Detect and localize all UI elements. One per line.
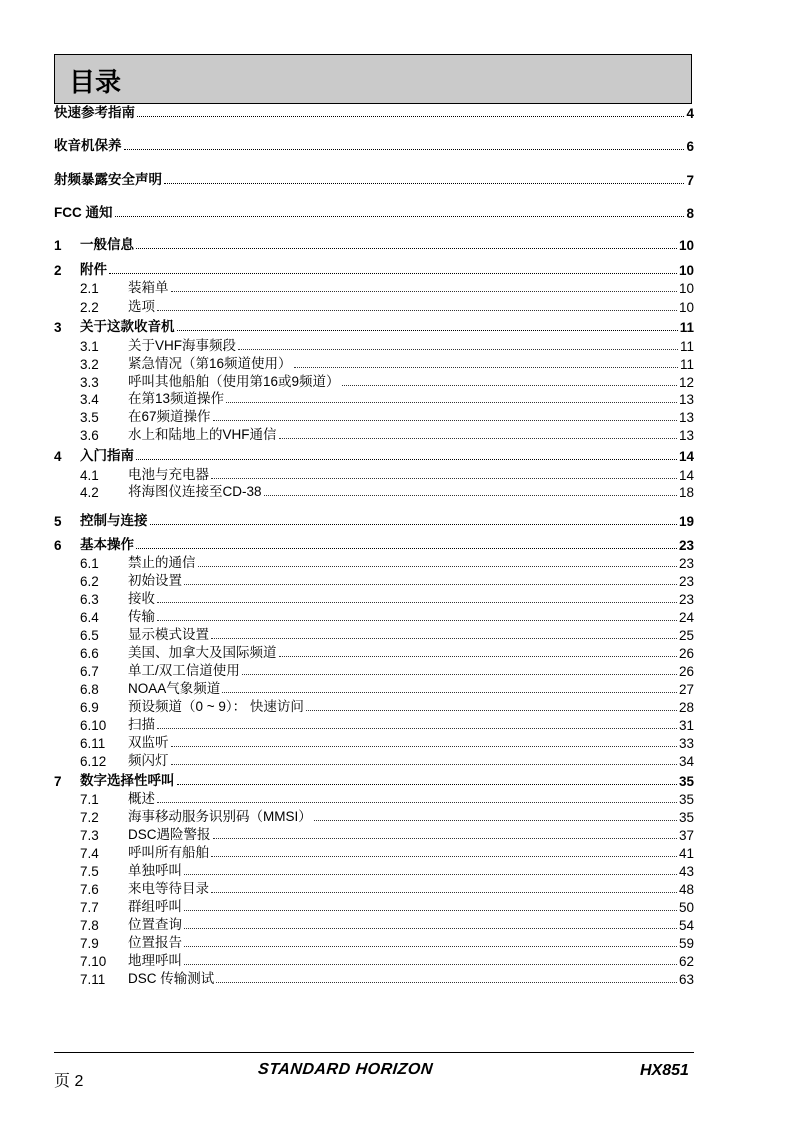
toc-entry[interactable] bbox=[80, 425, 694, 443]
toc-entry-page: 26 bbox=[678, 646, 694, 661]
toc-entry-label: DSC 传输测试 bbox=[128, 971, 215, 986]
toc-dot-leader bbox=[171, 763, 677, 765]
toc-entry-number: 7.7 bbox=[80, 900, 99, 915]
toc-entry-page: 19 bbox=[678, 514, 694, 529]
toc-entry-page: 23 bbox=[678, 592, 694, 607]
toc-entry-number: 6.10 bbox=[80, 718, 107, 733]
toc-entry-page: 12 bbox=[678, 375, 694, 390]
toc-entry[interactable] bbox=[80, 297, 694, 315]
toc-entry-page: 33 bbox=[678, 736, 694, 751]
toc-dot-leader bbox=[136, 458, 677, 460]
toc-entry[interactable] bbox=[80, 571, 694, 589]
toc-entry-page: 11 bbox=[679, 320, 694, 335]
toc-dot-leader bbox=[109, 272, 677, 274]
toc-entry-page: 35 bbox=[678, 774, 694, 789]
toc-entry-label: 控制与连接 bbox=[80, 513, 148, 528]
toc-dot-leader bbox=[211, 637, 677, 639]
toc-entry-number: 3.6 bbox=[80, 428, 99, 443]
toc-entry-page: 28 bbox=[678, 700, 694, 715]
toc-entry-page: 26 bbox=[678, 664, 694, 679]
toc-entry-label: 地理呼叫 bbox=[128, 953, 182, 968]
toc-entry-number: 6.4 bbox=[80, 610, 99, 625]
toc-entry-number: 6.5 bbox=[80, 628, 99, 643]
toc-dot-leader bbox=[171, 745, 677, 747]
toc-dot-leader bbox=[184, 583, 677, 585]
toc-dot-leader bbox=[184, 963, 677, 965]
toc-entry-label: 预设频道（0 ~ 9）： 快速访问 bbox=[128, 699, 304, 714]
toc-dot-leader bbox=[157, 801, 677, 803]
toc-entry-number: 7.6 bbox=[80, 882, 99, 897]
toc-entry-label: 呼叫所有船舶 bbox=[128, 845, 209, 860]
toc-entry[interactable] bbox=[54, 103, 694, 121]
toc-entry-label: 基本操作 bbox=[80, 537, 134, 552]
toc-entry-number: 6.8 bbox=[80, 682, 99, 697]
toc-dot-leader bbox=[124, 148, 685, 150]
toc-entry-page: 8 bbox=[686, 206, 694, 221]
toc-dot-leader bbox=[306, 709, 677, 711]
toc-entry-label: 扫描 bbox=[128, 717, 155, 732]
toc-entry-page: 14 bbox=[678, 449, 694, 464]
toc-entry-number: 2.2 bbox=[80, 300, 99, 315]
toc-entry-label: 单独呼叫 bbox=[128, 863, 182, 878]
toc-entry-page: 11 bbox=[679, 339, 694, 354]
toc-entry-label: 水上和陆地上的VHF通信 bbox=[128, 427, 277, 442]
page-title: 目录 bbox=[69, 68, 122, 98]
toc-entry-page: 7 bbox=[686, 173, 694, 188]
toc-dot-leader bbox=[198, 565, 677, 567]
toc-entry-number: 6.9 bbox=[80, 700, 99, 715]
toc-entry-number: 7.5 bbox=[80, 864, 99, 879]
toc-entry-number: 1 bbox=[54, 238, 62, 253]
toc-entry-page: 27 bbox=[678, 682, 694, 697]
toc-entry-label: FCC 通知 bbox=[54, 205, 113, 220]
toc-dot-leader bbox=[157, 619, 677, 621]
footer-divider bbox=[54, 1052, 694, 1053]
toc-entry-page: 23 bbox=[678, 538, 694, 553]
toc-entry-page: 10 bbox=[678, 238, 694, 253]
toc-entry-label: 一般信息 bbox=[80, 237, 134, 252]
toc-dot-leader bbox=[177, 783, 677, 785]
toc-dot-leader bbox=[238, 348, 678, 350]
toc-entry-number: 3 bbox=[54, 320, 62, 335]
toc-entry-label: 海事移动服务识别码（MMSI） bbox=[128, 809, 312, 824]
toc-entry-number: 3.2 bbox=[80, 357, 99, 372]
toc-entry-page: 48 bbox=[678, 882, 694, 897]
toc-entry-page: 23 bbox=[678, 556, 694, 571]
toc-entry[interactable] bbox=[80, 715, 694, 733]
toc-entry-page: 54 bbox=[678, 918, 694, 933]
toc-entry[interactable] bbox=[80, 733, 694, 751]
toc-dot-leader bbox=[314, 819, 677, 821]
toc-entry-page: 18 bbox=[678, 485, 694, 500]
toc-entry[interactable] bbox=[80, 697, 694, 715]
toc-entry-number: 3.3 bbox=[80, 375, 99, 390]
toc-entry-number: 2 bbox=[54, 263, 62, 278]
toc-entry-page: 13 bbox=[678, 428, 694, 443]
toc-entry-label: 来电等待目录 bbox=[128, 881, 209, 896]
toc-entry[interactable] bbox=[54, 170, 694, 188]
toc-entry[interactable] bbox=[54, 235, 694, 253]
toc-entry-number: 6.6 bbox=[80, 646, 99, 661]
toc-dot-leader bbox=[184, 945, 677, 947]
toc-entry-page: 35 bbox=[678, 792, 694, 807]
toc-dot-leader bbox=[226, 401, 677, 403]
toc-entry-page: 4 bbox=[686, 106, 694, 121]
toc-entry-number: 7 bbox=[54, 774, 62, 789]
toc-entry-number: 2.1 bbox=[80, 281, 99, 296]
toc-entry-number: 6.2 bbox=[80, 574, 99, 589]
toc-entry-label: 初始设置 bbox=[128, 573, 182, 588]
toc-entry-label: 显示模式设置 bbox=[128, 627, 209, 642]
toc-entry-page: 25 bbox=[678, 628, 694, 643]
toc-dot-leader bbox=[136, 247, 677, 249]
toc-entry-label: 概述 bbox=[128, 791, 155, 806]
toc-entry-page: 14 bbox=[678, 468, 694, 483]
toc-entry-label: 关于VHF海事频段 bbox=[128, 338, 236, 353]
toc-dot-leader bbox=[150, 523, 677, 525]
title-banner bbox=[54, 54, 692, 104]
toc-entry-number: 4.2 bbox=[80, 485, 99, 500]
toc-entry-label: 入门指南 bbox=[80, 448, 134, 463]
toc-dot-leader bbox=[242, 673, 677, 675]
toc-dot-leader bbox=[213, 419, 677, 421]
toc-dot-leader bbox=[211, 855, 677, 857]
toc-entry-number: 4 bbox=[54, 449, 62, 464]
toc-dot-leader bbox=[184, 927, 677, 929]
toc-entry[interactable] bbox=[54, 511, 694, 529]
toc-entry-label: 群组呼叫 bbox=[128, 899, 182, 914]
toc-entry[interactable] bbox=[80, 751, 694, 769]
toc-dot-leader bbox=[211, 477, 677, 479]
toc-dot-leader bbox=[157, 727, 677, 729]
toc-entry-label: 禁止的通信 bbox=[128, 555, 196, 570]
toc-entry-page: 59 bbox=[678, 936, 694, 951]
toc-entry-number: 6.12 bbox=[80, 754, 107, 769]
toc-entry-label: 传输 bbox=[128, 609, 155, 624]
toc-dot-leader bbox=[157, 309, 677, 311]
toc-entry-number: 6 bbox=[54, 538, 62, 553]
toc-entry[interactable] bbox=[54, 203, 694, 221]
toc-entry-number: 7.4 bbox=[80, 846, 99, 861]
toc-entry-number: 3.4 bbox=[80, 392, 99, 407]
toc-entry[interactable] bbox=[54, 317, 694, 335]
toc-entry-label: 射频暴露安全声明 bbox=[54, 172, 162, 187]
toc-entry-number: 6.3 bbox=[80, 592, 99, 607]
toc-dot-leader bbox=[115, 215, 685, 217]
toc-dot-leader bbox=[164, 182, 684, 184]
toc-entry[interactable] bbox=[54, 446, 694, 464]
toc-dot-leader bbox=[157, 601, 677, 603]
toc-entry-page: 23 bbox=[678, 574, 694, 589]
toc-entry-page: 24 bbox=[678, 610, 694, 625]
toc-entry-label: 关于这款收音机 bbox=[80, 319, 175, 334]
toc-entry-label: DSC遇险警报 bbox=[128, 827, 211, 842]
toc-entry-page: 6 bbox=[686, 139, 694, 154]
toc-entry-number: 3.1 bbox=[80, 339, 99, 354]
toc-dot-leader bbox=[264, 494, 677, 496]
toc-entry-label: 在第13频道操作 bbox=[128, 391, 225, 406]
toc-entry-number: 7.1 bbox=[80, 792, 99, 807]
toc-dot-leader bbox=[222, 691, 677, 693]
toc-entry-page: 62 bbox=[678, 954, 694, 969]
toc-entry-label: 附件 bbox=[80, 262, 107, 277]
toc-entry-label: 收音机保养 bbox=[54, 138, 122, 153]
toc-entry-label: 呼叫其他船舶（使用第16或9频道） bbox=[128, 374, 340, 389]
toc-dot-leader bbox=[342, 384, 677, 386]
toc-entry-page: 63 bbox=[678, 972, 694, 987]
toc-dot-leader bbox=[213, 837, 677, 839]
toc-entry-label: 在67频道操作 bbox=[128, 409, 211, 424]
toc-entry-label: 将海图仪连接至CD-38 bbox=[128, 484, 262, 499]
toc-entry-number: 6.1 bbox=[80, 556, 99, 571]
toc-entry-page: 13 bbox=[678, 410, 694, 425]
toc-entry-page: 34 bbox=[678, 754, 694, 769]
toc-entry[interactable] bbox=[80, 278, 694, 296]
toc-entry-label: 单工/双工信道使用 bbox=[128, 663, 240, 678]
toc-entry-page: 10 bbox=[678, 263, 694, 278]
toc-dot-leader bbox=[177, 329, 678, 331]
toc-entry-page: 37 bbox=[678, 828, 694, 843]
toc-entry-page: 31 bbox=[678, 718, 694, 733]
toc-dot-leader bbox=[184, 909, 677, 911]
toc-entry-label: 接收 bbox=[128, 591, 155, 606]
toc-entry[interactable] bbox=[54, 136, 694, 154]
toc-entry[interactable] bbox=[80, 482, 694, 500]
toc-entry-number: 7.9 bbox=[80, 936, 99, 951]
toc-entry-number: 7.3 bbox=[80, 828, 99, 843]
toc-entry-label: NOAA气象频道 bbox=[128, 681, 221, 696]
toc-dot-leader bbox=[171, 290, 677, 292]
footer-page-number: 页 2 bbox=[54, 1073, 84, 1090]
toc-entry-label: 紧急情况（第16频道使用） bbox=[128, 356, 292, 371]
toc-entry-label: 位置查询 bbox=[128, 917, 182, 932]
toc-entry-label: 选项 bbox=[128, 299, 155, 314]
toc-entry-number: 3.5 bbox=[80, 410, 99, 425]
toc-entry-number: 6.11 bbox=[80, 736, 106, 751]
toc-entry-label: 数字选择性呼叫 bbox=[80, 773, 175, 788]
toc-entry-label: 电池与充电器 bbox=[128, 467, 209, 482]
toc-entry-number: 7.2 bbox=[80, 810, 99, 825]
toc-entry-page: 13 bbox=[678, 392, 694, 407]
toc-entry[interactable] bbox=[80, 969, 694, 987]
toc-entry-label: 双监听 bbox=[128, 735, 169, 750]
toc-entry-page: 10 bbox=[678, 281, 694, 296]
toc-entry-number: 4.1 bbox=[80, 468, 99, 483]
toc-entry-label: 美国、加拿大及国际频道 bbox=[128, 645, 277, 660]
toc-entry[interactable] bbox=[80, 589, 694, 607]
toc-entry-number: 7.8 bbox=[80, 918, 99, 933]
toc-entry-page: 41 bbox=[678, 846, 694, 861]
toc-dot-leader bbox=[184, 873, 677, 875]
toc-entry-number: 6.7 bbox=[80, 664, 99, 679]
footer-model: HX851 bbox=[640, 1062, 689, 1079]
toc-entry-label: 快速参考指南 bbox=[54, 105, 135, 120]
toc-dot-leader bbox=[136, 547, 677, 549]
toc-entry-page: 43 bbox=[678, 864, 694, 879]
toc-entry-label: 频闪灯 bbox=[128, 753, 169, 768]
toc-entry-number: 5 bbox=[54, 514, 62, 529]
toc-dot-leader bbox=[211, 891, 677, 893]
toc-dot-leader bbox=[294, 366, 678, 368]
toc-entry-number: 7.10 bbox=[80, 954, 107, 969]
toc-dot-leader bbox=[279, 437, 677, 439]
toc-entry-page: 10 bbox=[678, 300, 694, 315]
toc-entry-label: 装箱单 bbox=[128, 280, 169, 295]
toc-dot-leader bbox=[279, 655, 677, 657]
toc-entry-page: 11 bbox=[679, 357, 694, 372]
toc-entry-number: 7.11 bbox=[80, 972, 106, 987]
footer-brand-logo: STANDARD HORIZON bbox=[257, 1061, 434, 1078]
toc-entry-page: 35 bbox=[678, 810, 694, 825]
toc-dot-leader bbox=[216, 981, 677, 983]
toc-entry-label: 位置报告 bbox=[128, 935, 182, 950]
toc-dot-leader bbox=[137, 115, 684, 117]
toc-entry-page: 50 bbox=[678, 900, 694, 915]
